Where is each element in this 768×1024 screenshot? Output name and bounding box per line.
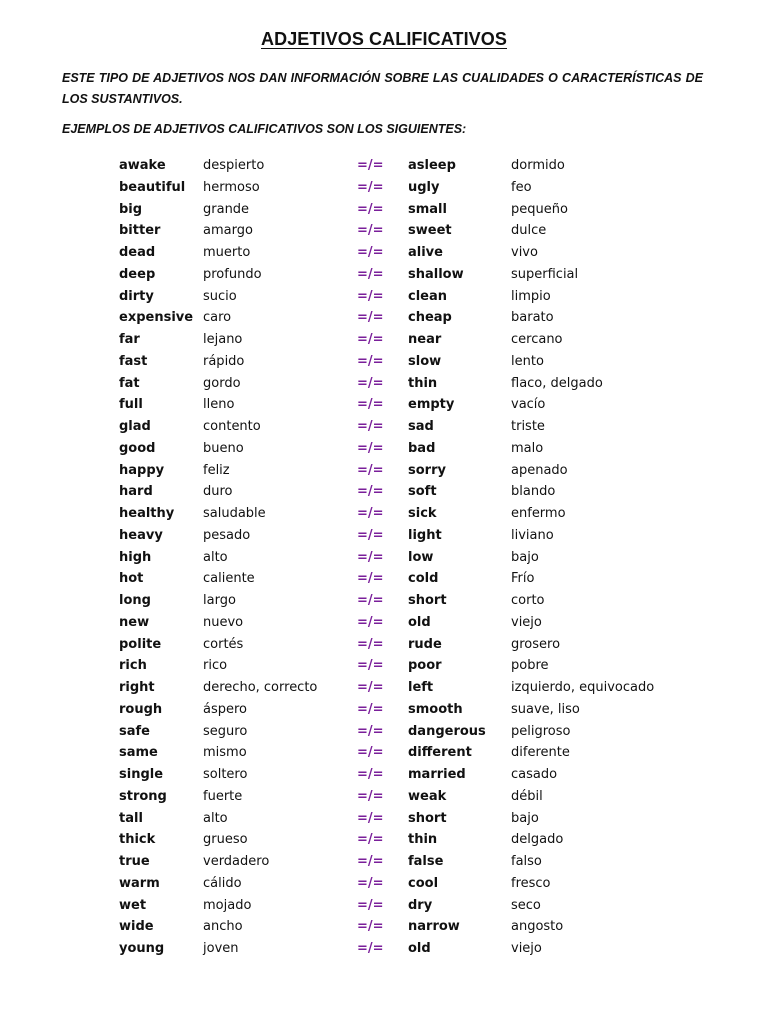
table-row xyxy=(119,764,719,786)
table-row xyxy=(119,155,719,177)
table-row xyxy=(119,199,719,221)
english-adjective: long xyxy=(119,593,151,608)
spanish-opposite-translation: angosto xyxy=(511,919,564,935)
spanish-translation: hermoso xyxy=(203,179,260,195)
table-row xyxy=(119,242,719,264)
opposite-sign: =/= xyxy=(357,875,384,891)
opposite-sign: =/= xyxy=(357,832,384,848)
spanish-translation: grande xyxy=(203,201,250,217)
table-row xyxy=(119,829,719,851)
english-opposite: sweet xyxy=(408,223,452,239)
spanish-translation: soltero xyxy=(203,767,248,782)
english-opposite: bad xyxy=(408,440,436,456)
spanish-opposite-translation: barato xyxy=(511,310,554,326)
adjective-table xyxy=(119,155,719,960)
english-adjective: wide xyxy=(119,919,154,935)
english-opposite: sad xyxy=(408,419,434,434)
english-adjective: true xyxy=(119,854,150,869)
english-adjective: full xyxy=(119,397,143,413)
spanish-translation: rico xyxy=(203,658,228,674)
spanish-translation: verdadero xyxy=(203,854,270,869)
spanish-translation: saludable xyxy=(203,506,266,521)
english-adjective: dirty xyxy=(119,288,154,304)
opposite-sign: =/= xyxy=(357,941,384,956)
spanish-opposite-translation: izquierdo, equivocado xyxy=(511,680,655,695)
spanish-opposite-translation: viejo xyxy=(511,614,542,630)
spanish-translation: rápido xyxy=(203,353,245,369)
english-opposite: clean xyxy=(408,288,448,304)
opposite-sign: =/= xyxy=(357,440,384,456)
english-adjective: heavy xyxy=(119,527,163,543)
table-row xyxy=(119,568,719,590)
table-row xyxy=(119,307,719,329)
spanish-opposite-translation: vivo xyxy=(511,245,538,260)
english-opposite: married xyxy=(408,767,466,782)
spanish-opposite-translation: blando xyxy=(511,484,556,500)
spanish-translation: duro xyxy=(203,484,233,500)
spanish-translation: ancho xyxy=(203,919,243,935)
english-opposite: thin xyxy=(408,832,438,848)
english-adjective: rough xyxy=(119,701,163,717)
table-row xyxy=(119,655,719,677)
spanish-opposite-translation: flaco, delgado xyxy=(511,375,603,391)
spanish-opposite-translation: bajo xyxy=(511,810,539,826)
english-adjective: new xyxy=(119,614,150,630)
english-opposite: narrow xyxy=(408,919,460,935)
english-adjective: rich xyxy=(119,658,147,674)
english-opposite: cool xyxy=(408,875,439,891)
english-opposite: old xyxy=(408,614,431,630)
english-adjective: single xyxy=(119,767,164,782)
table-row xyxy=(119,264,719,286)
spanish-opposite-translation: apenado xyxy=(511,462,568,478)
opposite-sign: =/= xyxy=(357,593,384,608)
english-opposite: low xyxy=(408,549,434,565)
spanish-opposite-translation: grosero xyxy=(511,636,561,652)
table-row xyxy=(119,895,719,917)
english-opposite: thin xyxy=(408,375,438,391)
english-opposite: cheap xyxy=(408,310,452,326)
english-opposite: dangerous xyxy=(408,723,486,739)
spanish-opposite-translation: suave, liso xyxy=(511,701,580,717)
table-row xyxy=(119,938,719,960)
spanish-translation: fuerte xyxy=(203,788,243,804)
opposite-sign: =/= xyxy=(357,332,384,347)
opposite-sign: =/= xyxy=(357,201,384,217)
table-row xyxy=(119,808,719,830)
spanish-translation: largo xyxy=(203,593,236,608)
english-adjective: high xyxy=(119,549,152,565)
english-opposite: rude xyxy=(408,636,442,652)
spanish-opposite-translation: liviano xyxy=(511,527,554,543)
english-opposite: smooth xyxy=(408,701,463,717)
english-opposite: short xyxy=(408,593,447,608)
english-adjective: warm xyxy=(119,875,160,891)
english-adjective: big xyxy=(119,201,143,217)
table-row xyxy=(119,916,719,938)
spanish-opposite-translation: falso xyxy=(511,854,542,869)
spanish-translation: contento xyxy=(203,419,261,434)
table-row xyxy=(119,873,719,895)
spanish-translation: cálido xyxy=(203,875,242,891)
english-opposite: small xyxy=(408,201,447,217)
table-row xyxy=(119,286,719,308)
opposite-sign: =/= xyxy=(357,549,384,565)
spanish-opposite-translation: pobre xyxy=(511,658,549,674)
english-adjective: healthy xyxy=(119,506,175,521)
table-row xyxy=(119,220,719,242)
english-adjective: right xyxy=(119,680,155,695)
english-opposite: shallow xyxy=(408,266,464,282)
english-opposite: soft xyxy=(408,484,437,500)
spanish-translation: nuevo xyxy=(203,614,244,630)
opposite-sign: =/= xyxy=(357,288,384,304)
spanish-translation: derecho, correcto xyxy=(203,680,318,695)
page-title: ADJETIVOS CALIFICATIVOS xyxy=(261,29,507,49)
english-opposite: cold xyxy=(408,571,439,587)
spanish-opposite-translation: lento xyxy=(511,353,544,369)
spanish-translation: despierto xyxy=(203,158,265,173)
spanish-opposite-translation: casado xyxy=(511,767,558,782)
table-row xyxy=(119,699,719,721)
spanish-translation: sucio xyxy=(203,288,237,304)
table-row xyxy=(119,416,719,438)
english-adjective: glad xyxy=(119,419,151,434)
opposite-sign: =/= xyxy=(357,462,384,478)
spanish-translation: amargo xyxy=(203,223,253,239)
opposite-sign: =/= xyxy=(357,527,384,543)
opposite-sign: =/= xyxy=(357,266,384,282)
english-opposite: old xyxy=(408,941,431,956)
table-row xyxy=(119,481,719,503)
english-opposite: alive xyxy=(408,245,443,260)
opposite-sign: =/= xyxy=(357,810,384,826)
opposite-sign: =/= xyxy=(357,614,384,630)
opposite-sign: =/= xyxy=(357,745,384,761)
spanish-opposite-translation: Frío xyxy=(511,571,535,587)
examples-heading: EJEMPLOS DE ADJETIVOS CALIFICATIVOS SON LOS SIGUIENTES: xyxy=(62,122,467,136)
english-opposite: ugly xyxy=(408,179,440,195)
table-row xyxy=(119,438,719,460)
opposite-sign: =/= xyxy=(357,179,384,195)
english-opposite: slow xyxy=(408,353,442,369)
spanish-opposite-translation: pequeño xyxy=(511,201,568,217)
opposite-sign: =/= xyxy=(357,353,384,369)
english-adjective: hot xyxy=(119,571,144,587)
spanish-opposite-translation: delgado xyxy=(511,832,564,848)
spanish-translation: bueno xyxy=(203,440,244,456)
opposite-sign: =/= xyxy=(357,484,384,500)
table-row xyxy=(119,460,719,482)
english-adjective: safe xyxy=(119,723,150,739)
english-adjective: fast xyxy=(119,353,148,369)
spanish-translation: gordo xyxy=(203,375,241,391)
spanish-opposite-translation: cercano xyxy=(511,332,563,347)
spanish-opposite-translation: dormido xyxy=(511,158,565,173)
spanish-translation: mismo xyxy=(203,745,247,761)
english-adjective: wet xyxy=(119,897,147,913)
opposite-sign: =/= xyxy=(357,158,384,173)
spanish-opposite-translation: diferente xyxy=(511,745,570,761)
table-row xyxy=(119,329,719,351)
table-row xyxy=(119,351,719,373)
opposite-sign: =/= xyxy=(357,919,384,935)
opposite-sign: =/= xyxy=(357,375,384,391)
opposite-sign: =/= xyxy=(357,854,384,869)
opposite-sign: =/= xyxy=(357,636,384,652)
table-row xyxy=(119,525,719,547)
table-row xyxy=(119,721,719,743)
table-row xyxy=(119,373,719,395)
opposite-sign: =/= xyxy=(357,788,384,804)
opposite-sign: =/= xyxy=(357,506,384,521)
english-adjective: expensive xyxy=(119,310,194,326)
spanish-translation: áspero xyxy=(203,701,248,717)
table-row xyxy=(119,786,719,808)
english-opposite: false xyxy=(408,854,444,869)
opposite-sign: =/= xyxy=(357,245,384,260)
opposite-sign: =/= xyxy=(357,701,384,717)
english-opposite: different xyxy=(408,745,472,761)
spanish-translation: caro xyxy=(203,310,232,326)
english-opposite: empty xyxy=(408,397,455,413)
spanish-translation: joven xyxy=(203,941,239,956)
english-adjective: same xyxy=(119,745,158,761)
english-adjective: good xyxy=(119,440,156,456)
spanish-opposite-translation: limpio xyxy=(511,288,551,304)
intro-paragraph: ESTE TIPO DE ADJETIVOS NOS DAN INFORMACIÓN SOBRE LAS CUALIDADES O CARACTERÍSTICAS DE LOS SUSTANTIVOS. xyxy=(62,71,703,106)
spanish-translation: lejano xyxy=(203,332,243,347)
spanish-translation: caliente xyxy=(203,571,255,587)
table-row xyxy=(119,851,719,873)
spanish-opposite-translation: dulce xyxy=(511,223,547,239)
spanish-opposite-translation: enfermo xyxy=(511,506,566,521)
table-row xyxy=(119,612,719,634)
english-opposite: poor xyxy=(408,658,442,674)
english-adjective: hard xyxy=(119,484,153,500)
english-adjective: polite xyxy=(119,636,162,652)
opposite-sign: =/= xyxy=(357,680,384,695)
opposite-sign: =/= xyxy=(357,223,384,239)
spanish-translation: feliz xyxy=(203,462,230,478)
english-adjective: bitter xyxy=(119,223,161,239)
english-opposite: near xyxy=(408,332,442,347)
spanish-translation: cortés xyxy=(203,636,244,652)
english-adjective: awake xyxy=(119,158,166,173)
english-opposite: weak xyxy=(408,788,447,804)
table-row xyxy=(119,677,719,699)
spanish-translation: profundo xyxy=(203,266,262,282)
english-opposite: dry xyxy=(408,897,433,913)
opposite-sign: =/= xyxy=(357,419,384,434)
spanish-opposite-translation: fresco xyxy=(511,875,551,891)
opposite-sign: =/= xyxy=(357,767,384,782)
english-adjective: tall xyxy=(119,810,143,826)
english-opposite: light xyxy=(408,527,442,543)
spanish-opposite-translation: malo xyxy=(511,440,544,456)
english-opposite: left xyxy=(408,680,434,695)
spanish-translation: grueso xyxy=(203,832,248,848)
english-opposite: sick xyxy=(408,506,437,521)
opposite-sign: =/= xyxy=(357,723,384,739)
english-adjective: deep xyxy=(119,266,156,282)
english-adjective: dead xyxy=(119,245,156,260)
table-row xyxy=(119,394,719,416)
english-adjective: fat xyxy=(119,375,140,391)
english-adjective: strong xyxy=(119,788,167,804)
spanish-translation: pesado xyxy=(203,527,251,543)
spanish-translation: muerto xyxy=(203,245,251,260)
table-row xyxy=(119,177,719,199)
english-adjective: beautiful xyxy=(119,179,186,195)
spanish-translation: alto xyxy=(203,810,228,826)
english-opposite: asleep xyxy=(408,158,456,173)
english-adjective: far xyxy=(119,332,140,347)
spanish-opposite-translation: débil xyxy=(511,788,543,804)
spanish-translation: alto xyxy=(203,549,228,565)
spanish-opposite-translation: vacío xyxy=(511,397,546,413)
opposite-sign: =/= xyxy=(357,571,384,587)
spanish-opposite-translation: feo xyxy=(511,179,532,195)
table-row xyxy=(119,634,719,656)
english-opposite: sorry xyxy=(408,462,446,478)
opposite-sign: =/= xyxy=(357,310,384,326)
spanish-opposite-translation: bajo xyxy=(511,549,539,565)
opposite-sign: =/= xyxy=(357,397,384,413)
opposite-sign: =/= xyxy=(357,897,384,913)
english-adjective: thick xyxy=(119,832,156,848)
table-row xyxy=(119,590,719,612)
english-adjective: young xyxy=(119,941,165,956)
spanish-translation: lleno xyxy=(203,397,235,413)
spanish-opposite-translation: superficial xyxy=(511,266,579,282)
spanish-opposite-translation: peligroso xyxy=(511,723,571,739)
spanish-translation: seguro xyxy=(203,723,248,739)
spanish-translation: mojado xyxy=(203,897,252,913)
english-opposite: short xyxy=(408,810,447,826)
table-row xyxy=(119,742,719,764)
opposite-sign: =/= xyxy=(357,658,384,674)
table-row xyxy=(119,503,719,525)
table-row xyxy=(119,547,719,569)
spanish-opposite-translation: viejo xyxy=(511,941,542,956)
spanish-opposite-translation: seco xyxy=(511,897,541,913)
english-adjective: happy xyxy=(119,462,165,478)
spanish-opposite-translation: corto xyxy=(511,593,545,608)
spanish-opposite-translation: triste xyxy=(511,419,545,434)
